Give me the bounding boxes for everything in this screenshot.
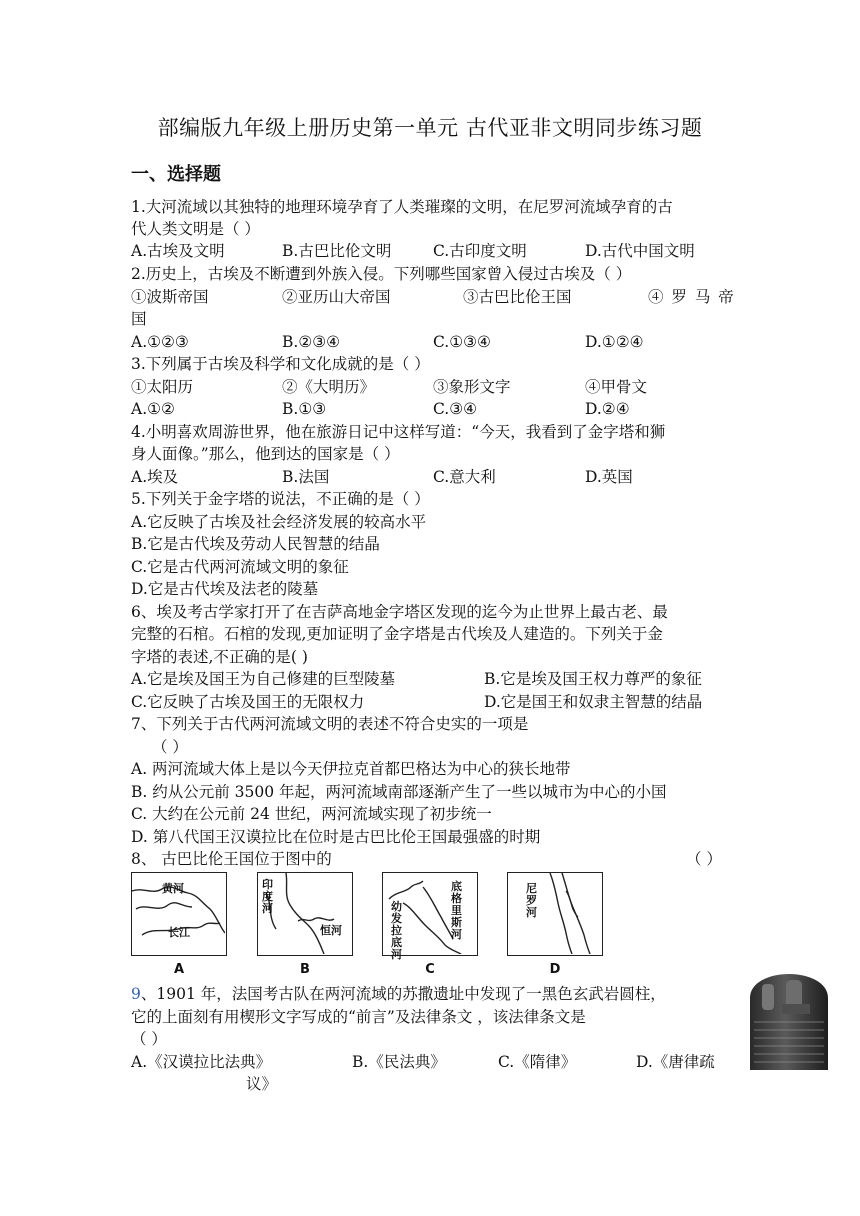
q3-item-2: ②《大明历》 [282,378,376,396]
q5-option-d: D.它是古代埃及法老的陵墓 [131,580,319,598]
map-c-label-tigris: 底格里斯河 [451,880,462,941]
map-c [382,872,478,961]
q1-option-d: D.古代中国文明 [585,242,695,260]
q6-stem-line2: 完整的石棺。石棺的发现,更加证明了金字塔是古代埃及人建造的。下列关于金 [131,625,663,643]
q1-option-c: C.古印度文明 [433,242,527,260]
document-title: 部编版九年级上册历史第一单元 古代亚非文明同步练习题 [157,116,703,140]
map-c-label-euphrates: 幼发拉底河 [391,900,402,961]
section-heading: 一、选择题 [131,164,221,185]
q2-item-4-cont: 国 [131,310,147,328]
q6-option-a: A.它是埃及国王为自己修建的巨型陵墓 [131,670,396,688]
map-a-label-yellow-river: 黄河 [162,882,184,895]
q7-option-c: C. 大约在公元前 24 世纪，两河流域实现了初步统一 [131,805,492,823]
hammurabi-stele-image [742,974,836,1070]
q6-stem-line3: 字塔的表述,不正确的是( ) [131,648,308,666]
q9-stem-line3: （ ） [131,1030,167,1048]
q8-map-figure [131,872,606,980]
q3-option-d: D.②④ [585,400,630,418]
q6-stem-line1: 6、埃及考古学家打开了在吉萨高地金字塔区发现的迄今为止世界上最古老、最 [131,603,668,621]
q2-option-d: D.①②④ [585,333,644,351]
q2-item-2: ②亚历山大帝国 [282,288,391,306]
map-d-letter: D [549,962,561,977]
map-b [257,872,353,956]
q9-stem-text: 、1901 年，法国考古队在两河流域的苏撒遗址中发现了一黑色玄武岩圆柱， [140,985,666,1003]
q1-stem-line2: 代人类文明是（ ） [131,220,260,238]
q3-item-3: ③象形文字 [433,378,511,396]
q5-stem: 5.下列关于金字塔的说法，不正确的是（ ） [131,490,430,508]
q9-number: 9 [131,985,141,1003]
q9-option-a: A.《汉谟拉比法典》 [131,1053,272,1071]
q7-option-b: B. 约从公元前 3500 年起，两河流域南部逐渐产生了一些以城市为中心的小国 [131,783,667,801]
q9-stem-line2: 它的上面刻有用楔形文字写成的“前言”及法律条文 ，该法律条文是 [131,1008,586,1026]
q7-stem-line2: （ ） [152,738,188,756]
q3-stem: 3.下列属于古埃及科学和文化成就的是（ ） [131,355,430,373]
q3-item-1: ①太阳历 [131,378,194,396]
q2-option-c: C.①③④ [433,333,491,351]
q7-option-a: A. 两河流域大体上是以今天伊拉克首都巴格达为中心的狭长地带 [131,760,571,778]
q4-option-c: C.意大利 [433,468,496,486]
q9-option-b: B.《民法典》 [352,1053,446,1071]
q2-option-a: A.①②③ [131,333,189,351]
map-c-letter: C [425,962,435,977]
q9-option-c: C.《隋律》 [498,1053,577,1071]
q1-stem-line1: 1.大河流域以其独特的地理环境孕育了人类璀璨的文明，在尼罗河流域孕育的古 [131,198,673,216]
map-b-label-indus: 印度河 [262,878,273,915]
q6-option-b: B.它是埃及国王权力尊严的象征 [484,670,702,688]
q2-stem: 2.历史上，古埃及不断遭到外族入侵。下列哪些国家曾入侵过古埃及（ ） [131,265,632,283]
q2-item-3: ③古巴比伦王国 [463,288,572,306]
map-a-label-yangtze: 长江 [168,926,190,939]
q1-option-a: A.古埃及文明 [131,242,225,260]
q1-option-b: B.古巴比伦文明 [282,242,392,260]
q4-option-b: B.法国 [282,468,330,486]
q3-option-c: C.③④ [433,400,478,418]
q2-item-4: ④ 罗 马 帝 [648,288,734,306]
q6-option-c: C.它反映了古埃及国王的无限权力 [131,693,365,711]
q5-option-b: B.它是古代埃及劳动人民智慧的结晶 [131,535,380,553]
map-b-letter: B [300,962,310,977]
q4-stem-line2: 身人面像。”那么，他到达的国家是（ ） [131,445,400,463]
map-b-label-ganges: 恒河 [320,924,342,937]
q4-option-d: D.英国 [585,468,633,486]
map-d [507,872,603,956]
q5-option-a: A.它反映了古埃及社会经济发展的较高水平 [131,513,427,531]
q4-stem-line1: 4.小明喜欢周游世界，他在旅游日记中这样写道：“今天，我看到了金字塔和狮 [131,423,666,441]
q5-option-c: C.它是古代两河流域文明的象征 [131,558,349,576]
map-d-label-nile: 尼罗河 [526,882,537,919]
q9-option-d: D.《唐律疏 [636,1053,715,1071]
q7-option-d: D. 第八代国王汉谟拉比在位时是古巴比伦王国最强盛的时期 [131,828,541,846]
q2-option-b: B.②③④ [282,333,341,351]
q4-option-a: A.埃及 [131,468,179,486]
q9-stem-line1 [131,983,666,1005]
q8-stem: 8、 古巴比伦王国位于图中的 [131,850,332,868]
map-a [131,872,227,956]
q8-answer-paren: （ ） [686,850,722,868]
q9-option-d-cont: 议》 [246,1075,278,1093]
q6-option-d: D.它是国王和奴隶主智慧的结晶 [484,693,703,711]
map-d-drawing [508,873,601,954]
map-a-letter: A [173,962,185,977]
q3-option-a: A.①② [131,400,175,418]
q3-item-4: ④甲骨文 [585,378,648,396]
q7-stem-line1: 7、下列关于古代两河流域文明的表述不符合史实的一项是 [131,715,529,733]
q3-option-b: B.①③ [282,400,327,418]
q2-item-1: ①波斯帝国 [131,288,209,306]
